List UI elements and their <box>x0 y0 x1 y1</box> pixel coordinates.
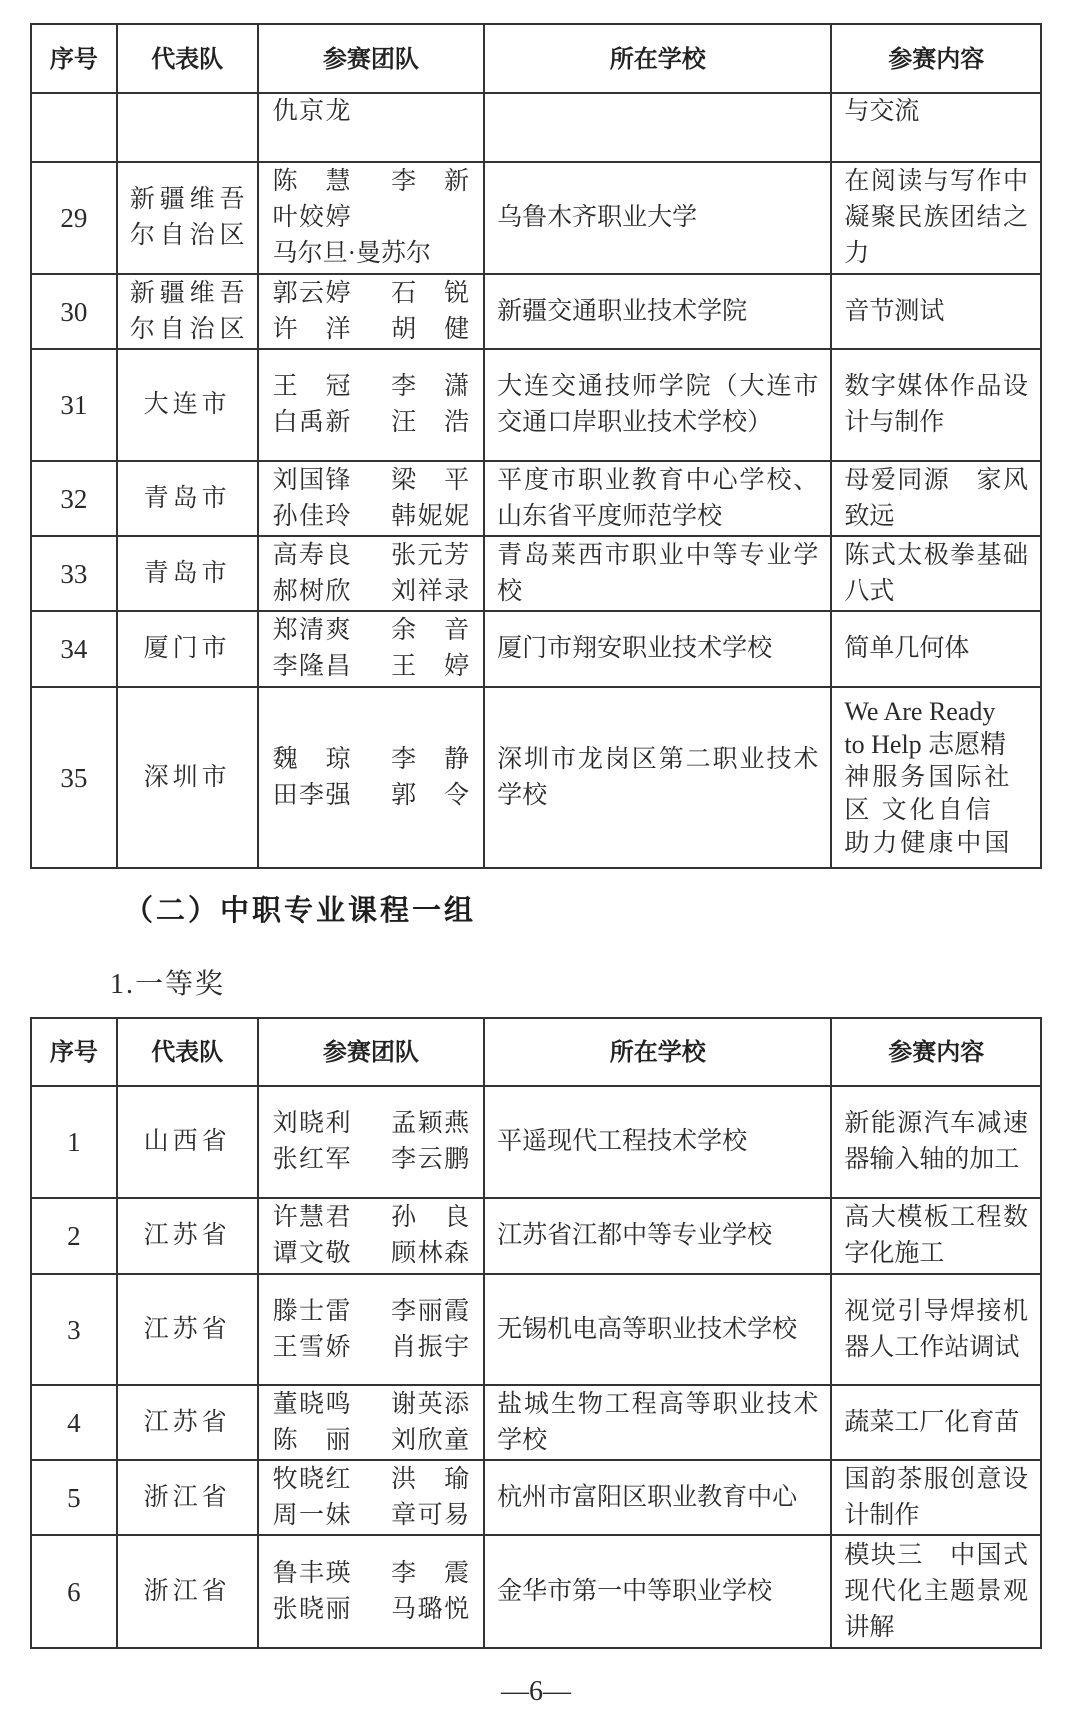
team-cell <box>118 1536 259 1647</box>
members-cell <box>259 537 486 610</box>
member-line <box>273 538 470 574</box>
member-line <box>273 1423 470 1459</box>
school-name: 杭州市富阳区职业教育中心 <box>497 1483 798 1511</box>
members-list <box>273 1106 470 1178</box>
member-line <box>273 94 470 130</box>
team-cell <box>118 1461 259 1534</box>
members-list <box>273 613 470 685</box>
content-cell <box>832 275 1042 348</box>
members-list <box>273 538 470 610</box>
row-index: 4 <box>32 1386 118 1459</box>
member-line <box>273 276 470 312</box>
school-name: 乌鲁木齐职业大学 <box>497 204 698 231</box>
table-row <box>32 462 1042 537</box>
team-cell <box>118 688 259 867</box>
row-index: 6 <box>32 1536 118 1647</box>
header-content: 参赛内容 <box>832 1019 1042 1085</box>
team-name: 大连市 <box>143 391 231 418</box>
table-row <box>32 1275 1042 1386</box>
school-cell <box>485 1461 832 1534</box>
member-name: 谭文敬 <box>272 1240 351 1267</box>
content-text: 简单几何体 <box>844 635 970 662</box>
member-name: 白禹新 <box>272 409 351 436</box>
header-members: 参赛团队 <box>259 25 486 92</box>
member-line <box>273 1142 470 1178</box>
members-cell <box>259 1087 486 1197</box>
school-name: 无锡机电高等职业技术学校 <box>497 1315 798 1343</box>
content-text: 与交流 <box>844 98 920 125</box>
member-name: 董晓鸣 <box>272 1390 351 1418</box>
table-row <box>32 94 1042 163</box>
team-cell <box>118 1087 259 1197</box>
content-text: 数字媒体作品设计与制作 <box>844 373 1028 436</box>
member-line <box>273 499 470 535</box>
member-name: 李潇 <box>391 373 470 400</box>
member-name: 章可易 <box>391 1501 470 1529</box>
content-lines <box>844 695 1028 860</box>
section-heading: （二）中职专业课程一组 <box>124 893 477 927</box>
content-text: 在阅读与写作中凝聚民族团结之力 <box>844 168 1028 267</box>
team-cell <box>118 1275 259 1384</box>
team-name: 浙江省 <box>143 1483 231 1511</box>
table-row <box>32 1536 1042 1649</box>
row-index: 2 <box>32 1199 118 1273</box>
member-name: 汪浩 <box>391 409 470 436</box>
member-name: 叶姣婷 <box>272 204 351 231</box>
member-name: 郭云婷 <box>272 279 351 307</box>
member-name: 李震 <box>391 1559 470 1587</box>
header-index: 序号 <box>32 25 118 92</box>
school-cell <box>485 1386 832 1459</box>
school-name: 平遥现代工程技术学校 <box>497 1128 748 1155</box>
table-row <box>32 537 1042 612</box>
member-line <box>273 613 470 649</box>
members-list <box>273 463 470 535</box>
content-line: 区 文化自信 <box>844 797 994 824</box>
member-line <box>273 1387 470 1423</box>
member-line <box>273 200 470 236</box>
first-prize-table <box>30 1017 1042 1649</box>
member-line <box>273 1592 470 1628</box>
member-name: 马尔旦·曼苏尔 <box>272 240 431 267</box>
members-cell <box>259 688 486 867</box>
team-cell <box>118 537 259 610</box>
team-name: 浙江省 <box>143 1577 231 1605</box>
content-text: 陈式太极拳基础八式 <box>844 541 1028 605</box>
content-cell <box>832 163 1042 273</box>
member-name: 谢英添 <box>391 1390 470 1418</box>
members-list <box>273 369 470 441</box>
content-cell <box>832 1087 1042 1197</box>
members-list <box>273 1462 470 1534</box>
member-name: 刘欣童 <box>391 1426 470 1454</box>
member-name: 孟颖燕 <box>391 1110 470 1137</box>
content-text: 高大模板工程数字化施工 <box>844 1204 1028 1267</box>
member-line <box>273 649 470 685</box>
page-number: —6— <box>501 1676 571 1707</box>
member-line <box>273 1556 470 1592</box>
team-name: 江苏省 <box>143 1222 231 1249</box>
team-cell <box>118 1199 259 1273</box>
member-name: 许慧君 <box>272 1204 351 1231</box>
team-cell <box>118 94 259 161</box>
header-team: 代表队 <box>118 1019 259 1085</box>
school-cell <box>485 1275 832 1384</box>
header-school: 所在学校 <box>485 25 832 92</box>
school-name: 深圳市龙岗区第二职业技术学校 <box>497 745 819 809</box>
school-name: 盐城生物工程高等职业技术学校 <box>497 1390 819 1454</box>
member-name: 张元芳 <box>391 541 470 569</box>
school-cell <box>485 1536 832 1647</box>
member-name: 郭令 <box>391 781 470 809</box>
member-name: 韩妮妮 <box>391 502 470 530</box>
award-level-heading: 1.一等奖 <box>110 969 226 1000</box>
member-name: 陈慧 <box>272 168 351 195</box>
row-index: 3 <box>32 1275 118 1384</box>
member-name: 肖振宇 <box>391 1333 470 1361</box>
member-name: 高寿良 <box>272 541 351 569</box>
table-row <box>32 350 1042 462</box>
school-cell <box>485 537 832 610</box>
member-line <box>273 1294 470 1330</box>
member-line <box>273 1236 470 1272</box>
members-cell <box>259 1275 486 1384</box>
school-name: 大连交通技师学院（大连市交通口岸职业技术学校） <box>497 373 819 436</box>
content-cell <box>832 537 1042 610</box>
school-cell <box>485 1087 832 1197</box>
content-cell <box>832 1275 1042 1384</box>
member-name: 李新 <box>391 168 470 195</box>
school-name: 新疆交通职业技术学院 <box>497 297 748 325</box>
content-text: 视觉引导焊接机器人工作站调试 <box>844 1297 1028 1361</box>
members-cell <box>259 275 486 348</box>
member-line <box>273 742 470 778</box>
members-cell <box>259 94 486 161</box>
table-header-row <box>32 1019 1042 1087</box>
members-list <box>273 276 470 348</box>
content-cell <box>832 350 1042 460</box>
member-name: 李静 <box>391 745 470 773</box>
content-cell <box>832 1536 1042 1647</box>
team-name: 新疆维吾尔自治区 <box>129 279 245 343</box>
members-cell <box>259 1199 486 1273</box>
member-name: 滕士雷 <box>272 1297 351 1325</box>
member-line <box>273 463 470 499</box>
member-name: 余音 <box>391 617 470 644</box>
members-cell <box>259 1536 486 1647</box>
team-name: 江苏省 <box>143 1408 231 1436</box>
team-name: 青岛市 <box>143 559 231 587</box>
member-name: 王雪娇 <box>272 1333 351 1361</box>
row-index: 31 <box>32 350 118 460</box>
content-cell <box>832 94 1042 161</box>
row-index: 34 <box>32 612 118 686</box>
members-list <box>273 1200 470 1272</box>
team-cell <box>118 1386 259 1459</box>
member-name: 马璐悦 <box>391 1595 470 1623</box>
table-row <box>32 275 1042 350</box>
school-cell <box>485 462 832 535</box>
school-name: 厦门市翔安职业技术学校 <box>497 635 773 662</box>
awards-table-continued <box>30 23 1042 869</box>
member-line <box>273 1498 470 1534</box>
header-index: 序号 <box>32 1019 118 1085</box>
row-index: 32 <box>32 462 118 535</box>
members-cell <box>259 350 486 460</box>
member-name: 魏琼 <box>272 745 351 773</box>
member-line <box>273 312 470 348</box>
members-list <box>273 1556 470 1628</box>
member-line <box>273 405 470 441</box>
school-name: 金华市第一中等职业学校 <box>497 1577 773 1605</box>
member-line <box>273 778 470 814</box>
member-name: 周一妹 <box>272 1501 351 1529</box>
member-name: 洪瑜 <box>391 1465 470 1493</box>
header-content: 参赛内容 <box>832 25 1042 92</box>
content-text: 新能源汽车减速器输入轴的加工 <box>844 1110 1028 1173</box>
team-cell <box>118 350 259 460</box>
table-header-row <box>32 25 1042 94</box>
member-line <box>273 369 470 405</box>
school-cell <box>485 163 832 273</box>
member-name: 郑清爽 <box>272 617 351 644</box>
members-cell <box>259 163 486 273</box>
table-row <box>32 163 1042 275</box>
member-line <box>273 1330 470 1366</box>
content-text: 国韵茶服创意设计制作 <box>844 1465 1028 1529</box>
school-name: 平度市职业教育中心学校、山东省平度师范学校 <box>497 466 819 530</box>
row-index: 33 <box>32 537 118 610</box>
member-name: 孙良 <box>391 1204 470 1231</box>
school-cell <box>485 94 832 161</box>
member-line <box>273 236 470 272</box>
header-school: 所在学校 <box>485 1019 832 1085</box>
member-name: 胡健 <box>391 315 470 343</box>
team-name: 青岛市 <box>143 484 231 512</box>
member-line <box>273 1200 470 1236</box>
school-cell <box>485 350 832 460</box>
member-name: 田李强 <box>272 781 351 809</box>
table-row <box>32 1386 1042 1461</box>
members-list <box>273 1294 470 1366</box>
row-index: 29 <box>32 163 118 273</box>
member-line <box>273 574 470 610</box>
row-index: 30 <box>32 275 118 348</box>
team-name: 山西省 <box>143 1128 231 1155</box>
member-name: 仇京龙 <box>272 98 351 125</box>
school-name: 江苏省江都中等专业学校 <box>497 1222 773 1249</box>
team-cell <box>118 612 259 686</box>
member-name: 李丽霞 <box>391 1297 470 1325</box>
content-line: 助力健康中国 <box>844 830 1013 857</box>
member-line <box>273 1462 470 1498</box>
member-line <box>273 1106 470 1142</box>
header-members: 参赛团队 <box>259 1019 486 1085</box>
team-cell <box>118 275 259 348</box>
member-name: 郝树欣 <box>272 577 351 605</box>
table-body <box>32 1087 1042 1649</box>
team-cell <box>118 163 259 273</box>
table-row <box>32 688 1042 869</box>
member-name: 王婷 <box>391 653 470 680</box>
team-name: 新疆维吾尔自治区 <box>129 186 245 249</box>
members-cell <box>259 462 486 535</box>
member-name: 刘晓利 <box>272 1110 351 1137</box>
members-list <box>273 1387 470 1459</box>
member-name: 刘祥录 <box>391 577 470 605</box>
member-name: 孙佳玲 <box>272 502 351 530</box>
table-row <box>32 1087 1042 1199</box>
content-cell <box>832 1461 1042 1534</box>
team-name: 江苏省 <box>143 1315 231 1343</box>
content-cell <box>832 1386 1042 1459</box>
school-cell <box>485 688 832 867</box>
team-cell <box>118 462 259 535</box>
member-name: 王冠 <box>272 373 351 400</box>
content-text: 蔬菜工厂化育苗 <box>844 1408 1020 1436</box>
row-index: 35 <box>32 688 118 867</box>
member-name: 刘国锋 <box>272 466 351 494</box>
member-name: 陈丽 <box>272 1426 351 1454</box>
row-index: 5 <box>32 1461 118 1534</box>
school-cell <box>485 612 832 686</box>
team-name: 深圳市 <box>143 763 231 791</box>
table-row <box>32 612 1042 688</box>
member-name: 李隆昌 <box>272 653 351 680</box>
members-list <box>273 742 470 814</box>
member-name: 顾林森 <box>391 1240 470 1267</box>
member-name: 牧晓红 <box>272 1465 351 1493</box>
content-cell <box>832 1199 1042 1273</box>
member-line <box>273 164 470 200</box>
member-name: 石锐 <box>391 279 470 307</box>
content-text: 模块三 中国式现代化主题景观讲解 <box>844 1541 1028 1641</box>
members-cell <box>259 1461 486 1534</box>
member-name: 张晓丽 <box>272 1595 351 1623</box>
member-line <box>273 130 470 166</box>
content-cell <box>832 462 1042 535</box>
content-line: We Are Ready <box>844 697 996 726</box>
members-cell <box>259 612 486 686</box>
table-row <box>32 1199 1042 1275</box>
content-cell <box>832 688 1042 867</box>
content-cell <box>832 612 1042 686</box>
team-name: 厦门市 <box>143 635 231 662</box>
member-name: 李云鹏 <box>391 1146 470 1173</box>
member-name: 张红军 <box>272 1146 351 1173</box>
school-cell <box>485 275 832 348</box>
content-line: 神服务国际社 <box>844 764 1013 791</box>
school-cell <box>485 1199 832 1273</box>
row-index <box>32 94 118 161</box>
content-text: 音节测试 <box>844 297 945 325</box>
member-name: 许洋 <box>272 315 351 343</box>
content-line: to Help 志愿精 <box>844 730 1007 759</box>
school-name: 青岛莱西市职业中等专业学校 <box>497 541 819 605</box>
member-name: 鲁丰瑛 <box>272 1559 351 1587</box>
header-team: 代表队 <box>118 25 259 92</box>
table-row <box>32 1461 1042 1536</box>
content-text: 母爱同源 家风致远 <box>844 466 1028 530</box>
members-cell <box>259 1386 486 1459</box>
member-name: 梁平 <box>391 466 470 494</box>
members-list <box>273 94 470 166</box>
members-list <box>273 164 470 272</box>
table-body <box>32 94 1042 869</box>
row-index: 1 <box>32 1087 118 1197</box>
